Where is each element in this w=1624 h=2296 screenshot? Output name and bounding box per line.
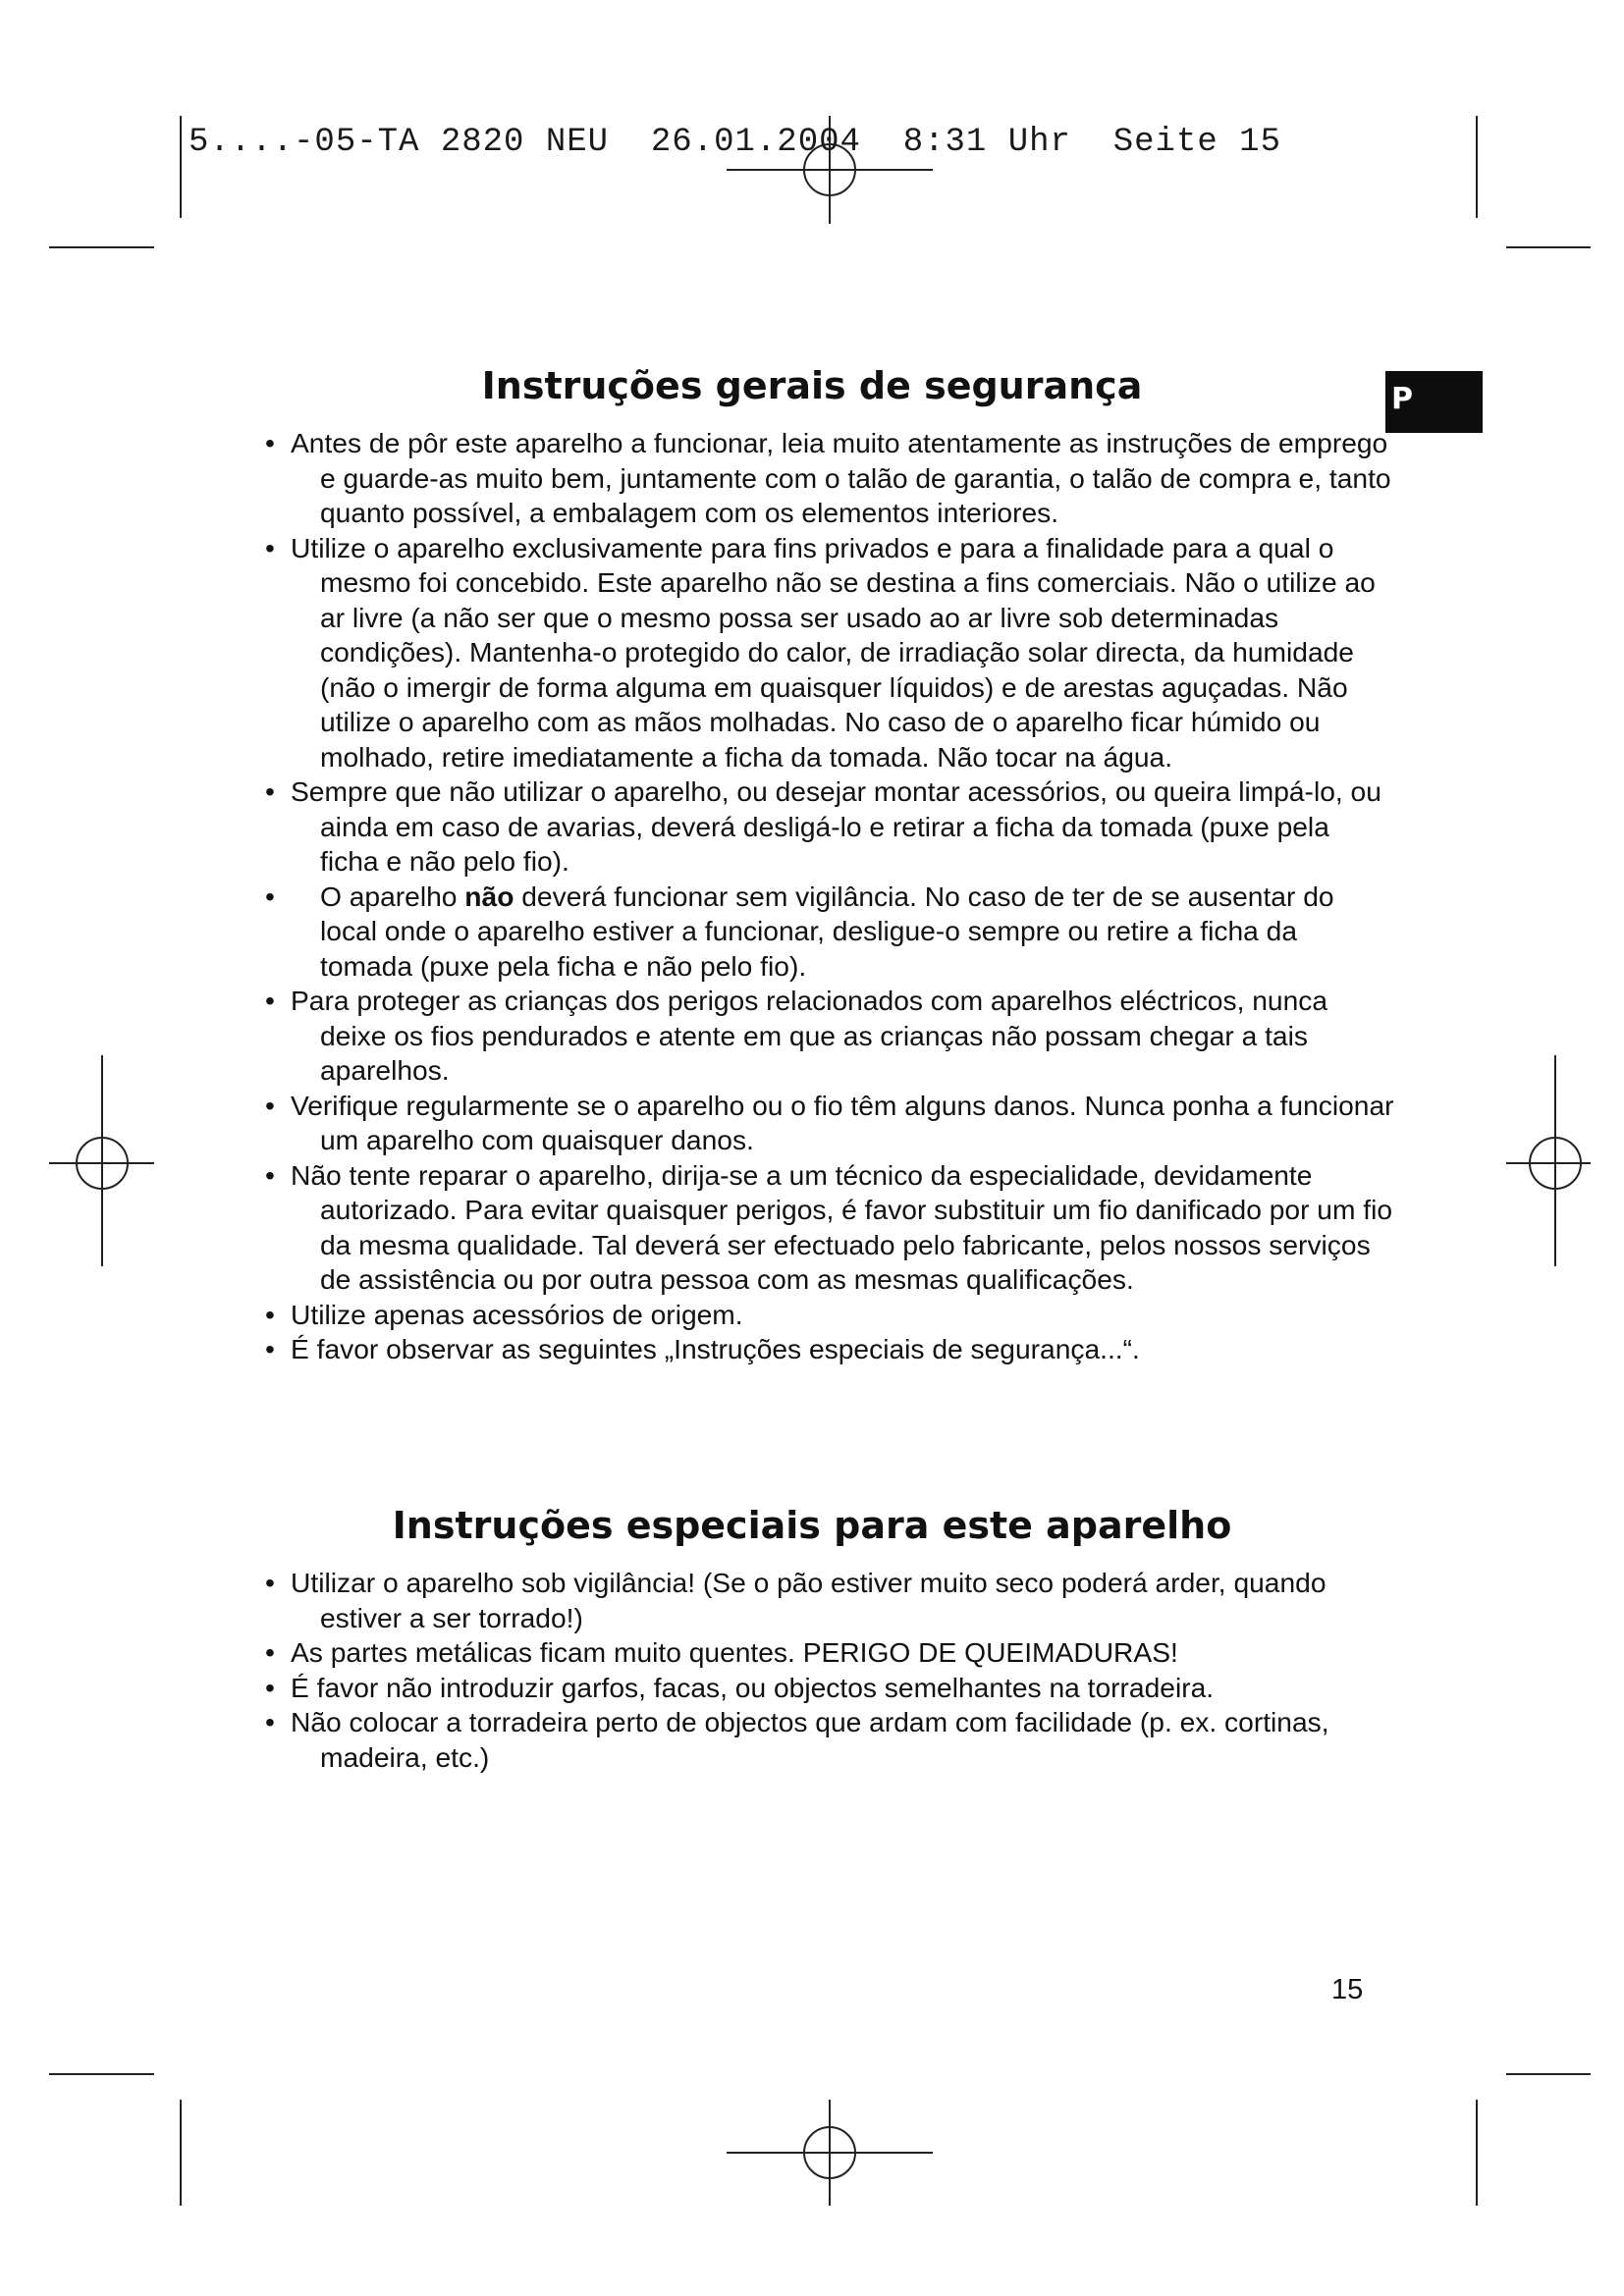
list-item: • As partes metálicas ficam muito quentes. PERIGO DE QUEIMADURAS! (265, 1635, 1394, 1671)
language-tab-marker: P (1385, 371, 1483, 433)
bullet-icon: • (265, 880, 275, 912)
general-safety-list (265, 426, 1394, 1367)
bullet-icon: • (265, 1089, 275, 1121)
list-item: • Antes de pôr este aparelho a funcionar, leia muito atentamente as instruções de emprego e guarde-as muito bem, juntamente com o talão de garantia, o talão de compra e, tanto quanto possível, a embalagem com os elementos interiores. (265, 427, 1391, 528)
list-item: • O aparelho não deverá funcionar sem vigilância. No caso de ter de se ausentar do local onde o aparelho estiver a funcionar, desligue-o sempre ou retire a ficha da tomada (puxe pela ficha e não pelo fio). (265, 880, 1334, 982)
bullet-icon: • (265, 531, 275, 563)
list-item: • Não tente reparar o aparelho, dirija-se a um técnico da especialidade, devidamente autorizado. Para evitar quaisquer perigos, é favor substituir um fio danificado por um fio da mesma qualidade. Tal deverá ser efectuado pelo fabricante, pelos nossos serviços de assistência ou por outra pessoa com as mesmas qualificações. (265, 1158, 1393, 1295)
registration-target-right (1506, 1055, 1591, 1266)
crop-mark-bottom-left (49, 2074, 181, 2206)
special-instructions-list (265, 1566, 1394, 1775)
list-item: • Verifique regularmente se o aparelho ou o fio têm alguns danos. Nunca ponha a funcionar um aparelho com quaisquer danos. (265, 1089, 1394, 1155)
bullet-icon: • (265, 1636, 275, 1668)
list-item: • É favor não introduzir garfos, facas, ou objectos semelhantes na torradeira. (265, 1671, 1394, 1706)
list-item: • Utilizar o aparelho sob vigilância! (Se o pão estiver muito seco poderá arder, quando estiver a ser torrado!) (265, 1567, 1326, 1633)
bullet-icon: • (265, 1298, 275, 1330)
list-item: • É favor observar as seguintes „Instruções especiais de segurança...“. (265, 1332, 1394, 1367)
bullet-icon: • (265, 1671, 275, 1703)
general-safety-title: Instruções gerais de segurança (481, 364, 1143, 407)
bullet-icon: • (265, 1333, 275, 1364)
list-item: • Para proteger as crianças dos perigos relacionados com aparelhos eléctricos, nunca deixe os fios pendurados e atente em que as crianças não possam chegar a tais aparelhos. (265, 985, 1328, 1086)
print-slug-header: 5....-05-TA 2820 NEU 26.01.2004 8:31 Uhr Seite 15 (189, 124, 1281, 161)
registration-target-left (49, 1055, 154, 1266)
bullet-icon: • (265, 1706, 275, 1737)
special-instructions-title: Instruções especiais para este aparelho (392, 1504, 1232, 1547)
page-number: 15 (1331, 1974, 1364, 2005)
list-item: • Utilize o aparelho exclusivamente para fins privados e para a finalidade para a qual o mesmo foi concebido. Este aparelho não se destina a fins comerciais. Não o utilize ao ar livre (a não ser que o mesmo possa ser usado ao ar livre sob determinadas condições). Mantenha-o protegido do calor, de irradiação solar directa, da humidade (não o imergir de forma alguma em quaisquer líquidos) e de arestas aguçadas. Não utilize o aparelho com as mãos molhadas. No caso de o aparelho ficar húmido ou molhado, retire imediatamente a ficha da tomada. Não tocar na água. (265, 531, 1376, 773)
bullet-icon: • (265, 1158, 275, 1191)
bullet-icon: • (265, 985, 275, 1016)
bullet-icon: • (265, 427, 275, 458)
emphasis-text: não (464, 880, 514, 912)
registration-target-bottom (727, 2100, 933, 2206)
bullet-icon: • (265, 775, 275, 807)
crop-mark-top-left (49, 116, 181, 247)
list-item: • Não colocar a torradeira perto de objectos que ardam com facilidade (p. ex. cortinas, madeira, etc.) (265, 1706, 1329, 1773)
list-item: • Utilize apenas acessórios de origem. (265, 1298, 1394, 1333)
crop-mark-top-right (1477, 116, 1591, 247)
list-item: • Sempre que não utilizar o aparelho, ou desejar montar acessórios, ou queira limpá-lo, ou ainda em caso de avarias, deverá desligá-lo e retirar a ficha da tomada (puxe pela ficha e não pelo fio). (265, 775, 1381, 877)
crop-mark-bottom-right (1477, 2074, 1591, 2206)
bullet-icon: • (265, 1567, 275, 1598)
